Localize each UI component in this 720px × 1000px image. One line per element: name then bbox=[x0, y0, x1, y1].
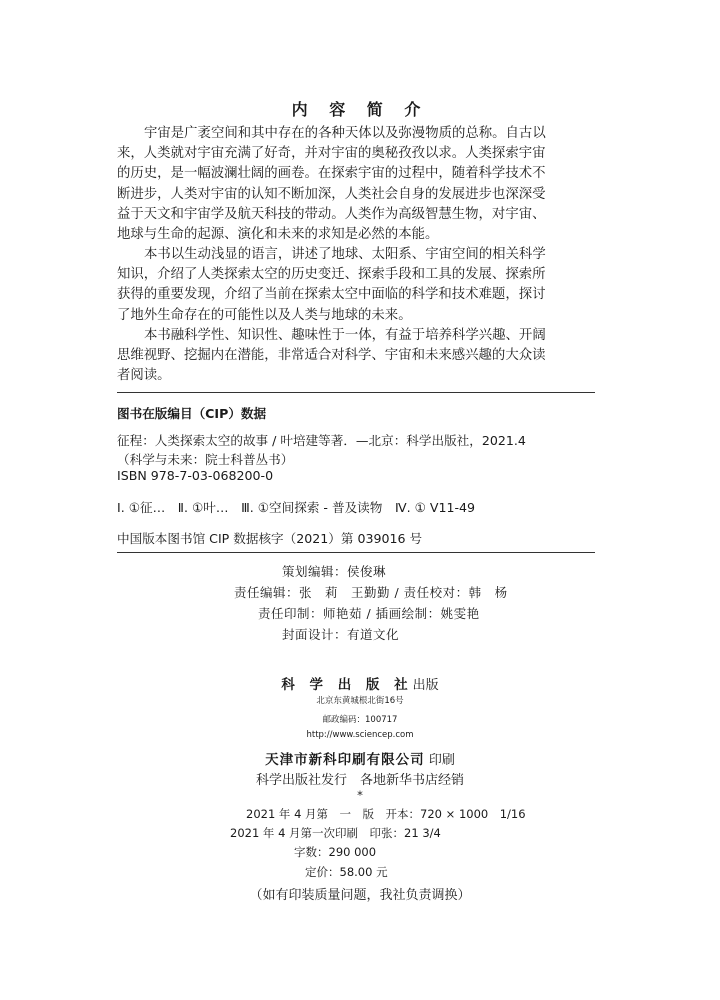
publisher-suffix: 出版 bbox=[412, 678, 439, 693]
intro-line: 的历史，是一幅波澜壮阔的画卷。在探索宇宙的过程中，随着科学技术不 bbox=[117, 166, 546, 182]
separator-star: * bbox=[357, 788, 363, 802]
publisher-line bbox=[0, 673, 720, 693]
price: 定价：58.00 元 bbox=[305, 865, 388, 879]
cip-isbn: ISBN 978-7-03-068200-0 bbox=[117, 468, 274, 483]
intro-line: 来，人类就对宇宙充满了好奇，并对宇宙的奥秘孜孜以求。人类探索宇宙 bbox=[117, 146, 546, 162]
intro-paragraph-2 bbox=[117, 245, 595, 326]
intro-line: 本书融科学性、知识性、趣味性于一体，有益于培养科学兴趣、开阔 bbox=[144, 328, 546, 343]
responsible-editors: 责任编辑：张 莉 王勤勤 / 责任校对：韩 杨 bbox=[234, 585, 508, 600]
printer-suffix: 印刷 bbox=[428, 753, 455, 768]
intro-line: 地球与生命的起源、演化和未来的求知是必然的本能。 bbox=[117, 227, 439, 243]
word-count: 字数：290 000 bbox=[294, 845, 377, 859]
printer-name: 天津市新科印刷有限公司 bbox=[265, 752, 425, 768]
intro-line: 本书以生动浅显的语言，讲述了地球、太阳系、宇宙空间的相关科学 bbox=[144, 247, 546, 262]
intro-line: 者阅读。 bbox=[117, 368, 171, 384]
intro-paragraph-1 bbox=[117, 124, 595, 245]
cover-design: 封面设计：有道文化 bbox=[282, 627, 400, 642]
publisher-postcode: 邮政编码：100717 bbox=[322, 715, 398, 725]
cip-record-number: 中国版本图书馆 CIP 数据核字（2021）第 039016 号 bbox=[117, 531, 423, 546]
distribution: 科学出版社发行 各地新华书店经销 bbox=[255, 773, 464, 788]
divider bbox=[117, 552, 595, 553]
publisher-website[interactable]: http://www.sciencep.com bbox=[306, 730, 414, 740]
publisher-address: 北京东黄城根北街16号 bbox=[316, 696, 404, 706]
intro-title: 内 容 简 介 bbox=[291, 100, 429, 119]
intro-line: 知识，介绍了人类探索太空的历史变迁、探索手段和工具的发展、探索所 bbox=[117, 267, 546, 283]
intro-line: 了地外生命存在的可能性以及人类与地球的未来。 bbox=[117, 307, 412, 323]
quality-notice: （如有印装质量问题，我社负责调换） bbox=[249, 888, 471, 903]
print-and-illustration: 责任印制：师艳茹 / 插画绘制：姚雯艳 bbox=[258, 606, 480, 621]
cip-series-line: （科学与未来：院士科普丛书） bbox=[117, 452, 294, 467]
printing-info: 2021 年 4 月第一次印刷 印张：21 3/4 bbox=[230, 826, 441, 840]
intro-line: 获得的重要发现，介绍了当前在探索太空中面临的科学和技术难题，探讨 bbox=[117, 287, 546, 303]
publisher-name: 科 学 出 版 社 bbox=[281, 677, 413, 693]
planning-editor: 策划编辑：侯俊琳 bbox=[282, 564, 387, 579]
intro-paragraph-3 bbox=[117, 326, 595, 387]
edition-info: 2021 年 4 月第 一 版 开本：720 × 1000 1/16 bbox=[246, 807, 526, 821]
divider bbox=[117, 392, 595, 393]
cip-title-line: 征程：人类探索太空的故事 / 叶培建等著．—北京：科学出版社，2021.4 bbox=[117, 433, 526, 448]
intro-line: 思维视野、挖掘内在潜能，非常适合对科学、宇宙和未来感兴趣的大众读 bbox=[117, 348, 546, 364]
cip-classification: Ⅰ. ①征… Ⅱ. ①叶… Ⅲ. ①空间探索 - 普及读物 Ⅳ. ① V11-49 bbox=[117, 500, 476, 515]
intro-line: 益于天文和宇宙学及航天科技的带动。人类作为高级智慧生物，对宇宙、 bbox=[117, 206, 546, 222]
intro-line: 宇宙是广袤空间和其中存在的各种天体以及弥漫物质的总称。自古以 bbox=[144, 126, 546, 141]
cip-heading: 图书在版编目（CIP）数据 bbox=[117, 406, 267, 421]
intro-line: 断进步，人类对宇宙的认知不断加深，人类社会自身的发展进步也深深受 bbox=[117, 186, 546, 202]
printer-line bbox=[0, 748, 720, 768]
